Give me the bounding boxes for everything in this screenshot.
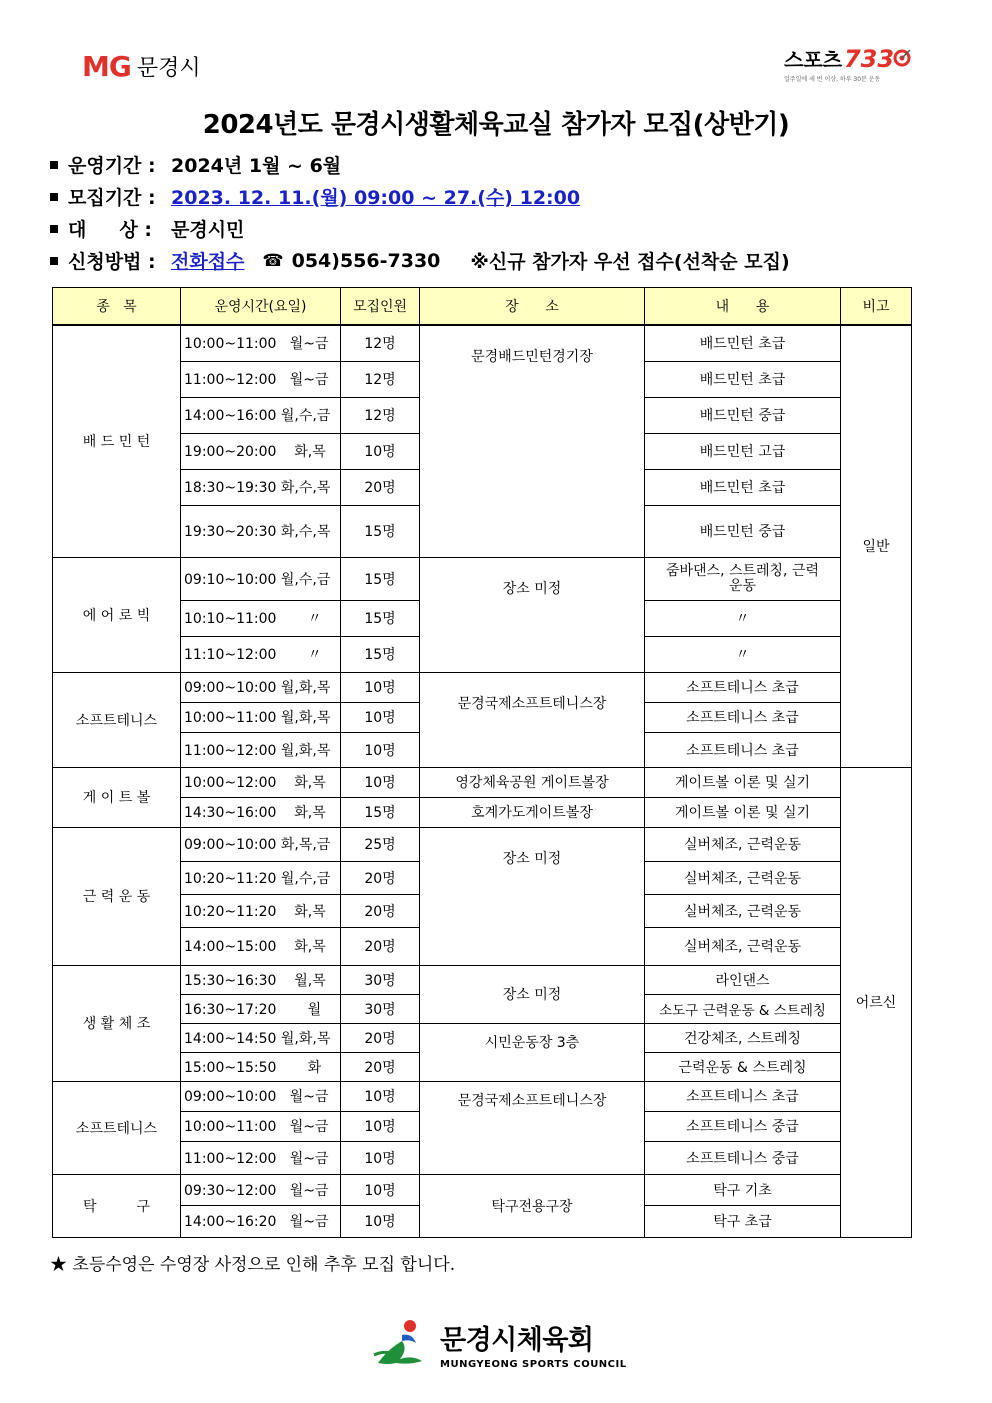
sports-logo-text: 스포츠 [784, 48, 842, 72]
place-cell: 문경국제소프트테니스장 [420, 672, 645, 767]
note-cell: 일반 [841, 325, 912, 767]
content-cell: 소프트테니스 초급 [645, 672, 841, 702]
count-cell: 12명 [341, 325, 420, 361]
count-cell: 10명 [341, 1205, 420, 1237]
place-cell: 호계가도게이트볼장 [420, 797, 645, 827]
content-cell: 탁구 초급 [645, 1205, 841, 1237]
header-content: 내 용 [645, 288, 841, 326]
place-cell: 시민운동장 3층 [420, 1023, 645, 1081]
time-cell: 15:30~16:30 월,목 [181, 965, 341, 994]
place-cell: 탁구전용구장 [420, 1174, 645, 1237]
category-cell: 탁 구 [53, 1174, 181, 1237]
content-cell: 줌바댄스, 스트레칭, 근력운동 [645, 557, 841, 600]
info-apply-label: 신청방법 : [68, 251, 156, 273]
content-cell: 배드민턴 초급 [645, 325, 841, 361]
time-cell: 11:10~12:00 〃 [181, 636, 341, 672]
info-target [50, 215, 244, 242]
content-cell: 배드민턴 중급 [645, 397, 841, 433]
content-cell: 〃 [645, 636, 841, 672]
content-cell: 게이트볼 이론 및 실기 [645, 767, 841, 797]
info-phone: 054)556-7330 [291, 249, 441, 272]
category-cell: 생 활 체 조 [53, 965, 181, 1081]
footnote: ★ 초등수영은 수영장 사정으로 인해 추후 모집 합니다. [50, 1255, 456, 1275]
table-row [53, 827, 912, 861]
time-cell: 10:00~11:00 월,화,목 [181, 702, 341, 732]
time-cell: 14:00~15:00 화,목 [181, 927, 341, 965]
place-cell: 장소 미정 [420, 965, 645, 1023]
time-cell: 14:00~16:20 월~금 [181, 1205, 341, 1237]
header-time: 운영시간(요일) [181, 288, 341, 326]
count-cell: 10명 [341, 1141, 420, 1174]
content-cell: 소프트테니스 초급 [645, 702, 841, 732]
content-cell: 소도구 근력운동 & 스트레칭 [645, 994, 841, 1023]
table-row [53, 1023, 912, 1052]
time-cell: 10:00~12:00 화,목 [181, 767, 341, 797]
info-apply-method: 전화접수 [171, 251, 245, 273]
time-cell: 10:00~11:00 월~금 [181, 325, 341, 361]
count-cell: 20명 [341, 1023, 420, 1052]
category-cell: 게 이 트 볼 [53, 767, 181, 827]
time-cell: 09:30~12:00 월~금 [181, 1174, 341, 1205]
time-cell: 18:30~19:30 화,수,목 [181, 469, 341, 505]
bullet-square-icon [50, 161, 58, 169]
target-icon [892, 47, 912, 67]
time-cell: 15:00~15:50 화 [181, 1052, 341, 1081]
content-cell: 실버체조, 근력운동 [645, 861, 841, 894]
content-cell: 소프트테니스 중급 [645, 1141, 841, 1174]
count-cell: 10명 [341, 767, 420, 797]
info-recruit-label: 모집기간 : [68, 187, 156, 209]
phone-icon: ☎ [262, 250, 284, 271]
time-cell: 14:00~16:00 월,수,금 [181, 397, 341, 433]
schedule-table [52, 287, 912, 1238]
info-period [50, 151, 341, 178]
place-cell: 장소 미정 [420, 557, 645, 672]
table-row [53, 557, 912, 600]
time-cell: 16:30~17:20 월 [181, 994, 341, 1023]
time-cell: 09:00~10:00 월~금 [181, 1081, 341, 1111]
content-cell: 배드민턴 고급 [645, 433, 841, 469]
page-title: 2024년도 문경시생활체육교실 참가자 모집(상반기) [202, 110, 790, 140]
content-cell: 소프트테니스 초급 [645, 1081, 841, 1111]
count-cell: 10명 [341, 1081, 420, 1111]
content-cell: 〃 [645, 600, 841, 636]
category-cell: 소프트테니스 [53, 1081, 181, 1174]
header-category: 종 목 [53, 288, 181, 326]
count-cell: 15명 [341, 797, 420, 827]
time-cell: 14:00~14:50 월,화,목 [181, 1023, 341, 1052]
mg-logo-city: 문경시 [136, 56, 201, 81]
info-target-value: 문경시민 [171, 219, 245, 241]
count-cell: 20명 [341, 861, 420, 894]
table-header-row [53, 288, 912, 326]
bullet-square-icon [50, 193, 58, 201]
count-cell: 15명 [341, 600, 420, 636]
content-cell: 실버체조, 근력운동 [645, 927, 841, 965]
bullet-square-icon [50, 257, 58, 265]
table-row [53, 965, 912, 994]
sports-733-logo [784, 44, 919, 83]
count-cell: 15명 [341, 505, 420, 557]
table-row [53, 1174, 912, 1205]
content-cell: 근력운동 & 스트레칭 [645, 1052, 841, 1081]
content-cell: 실버체조, 근력운동 [645, 827, 841, 861]
place-cell: 영강체육공원 게이트볼장 [420, 767, 645, 797]
content-cell: 건강체조, 스트레칭 [645, 1023, 841, 1052]
category-cell: 소프트테니스 [53, 672, 181, 767]
content-cell: 배드민턴 초급 [645, 361, 841, 397]
time-cell: 10:20~11:20 월,수,금 [181, 861, 341, 894]
content-cell: 탁구 기초 [645, 1174, 841, 1205]
content-cell: 게이트볼 이론 및 실기 [645, 797, 841, 827]
info-target-label: 대 상 : [68, 219, 152, 241]
content-cell: 라인댄스 [645, 965, 841, 994]
org-name-kr: 문경시체육회 [440, 1325, 594, 1356]
content-cell: 소프트테니스 중급 [645, 1111, 841, 1141]
place-cell: 장소 미정 [420, 827, 645, 965]
place-cell: 문경배드민턴경기장 [420, 325, 645, 557]
count-cell: 12명 [341, 361, 420, 397]
time-cell: 09:10~10:00 월,수,금 [181, 557, 341, 600]
sports-council-logo [372, 1318, 627, 1370]
table-row [53, 672, 912, 702]
running-figure-icon [372, 1319, 434, 1369]
time-cell: 19:00~20:00 화,목 [181, 433, 341, 469]
category-cell: 에 어 로 빅 [53, 557, 181, 672]
time-cell: 11:00~12:00 월~금 [181, 361, 341, 397]
info-period-label: 운영기간 : [68, 155, 156, 177]
sports-logo-number: 733 [843, 45, 895, 73]
header-count: 모집인원 [341, 288, 420, 326]
time-cell: 09:00~10:00 화,목,금 [181, 827, 341, 861]
mg-logo-mark: MG [82, 50, 131, 83]
count-cell: 20명 [341, 927, 420, 965]
info-recruit-value: 2023. 12. 11.(월) 09:00 ~ 27.(수) 12:00 [171, 187, 581, 209]
content-cell: 배드민턴 중급 [645, 505, 841, 557]
count-cell: 30명 [341, 965, 420, 994]
time-cell: 10:20~11:20 화,목 [181, 894, 341, 927]
info-period-value: 2024년 1월 ~ 6월 [171, 155, 342, 177]
count-cell: 30명 [341, 994, 420, 1023]
count-cell: 10명 [341, 732, 420, 767]
table-row [53, 797, 912, 827]
table-row [53, 1081, 912, 1111]
sports-logo-tagline: 일주일에 세 번 이상, 하루 30분 운동 [784, 76, 881, 83]
header-note: 비고 [841, 288, 912, 326]
time-cell: 14:30~16:00 화,목 [181, 797, 341, 827]
org-name-en: MUNGYEONG SPORTS COUNCIL [440, 1359, 627, 1370]
count-cell: 10명 [341, 702, 420, 732]
time-cell: 09:00~10:00 월,화,목 [181, 672, 341, 702]
table-row [53, 325, 912, 361]
table-row [53, 767, 912, 797]
time-cell: 11:00~12:00 월~금 [181, 1141, 341, 1174]
count-cell: 10명 [341, 672, 420, 702]
time-cell: 10:00~11:00 월~금 [181, 1111, 341, 1141]
info-apply [50, 247, 790, 274]
note-cell: 어르신 [841, 767, 912, 1237]
info-apply-note: ※신규 참가자 우선 접수(선착순 모집) [470, 251, 790, 273]
bullet-square-icon [50, 225, 58, 233]
count-cell: 25명 [341, 827, 420, 861]
content-cell: 소프트테니스 초급 [645, 732, 841, 767]
count-cell: 20명 [341, 1052, 420, 1081]
category-cell: 배 드 민 턴 [53, 325, 181, 557]
count-cell: 15명 [341, 557, 420, 600]
count-cell: 20명 [341, 469, 420, 505]
category-cell: 근 력 운 동 [53, 827, 181, 965]
content-cell: 배드민턴 초급 [645, 469, 841, 505]
time-cell: 11:00~12:00 월,화,목 [181, 732, 341, 767]
count-cell: 15명 [341, 636, 420, 672]
count-cell: 10명 [341, 1174, 420, 1205]
count-cell: 12명 [341, 397, 420, 433]
count-cell: 10명 [341, 1111, 420, 1141]
place-cell: 문경국제소프트테니스장 [420, 1081, 645, 1174]
content-cell: 실버체조, 근력운동 [645, 894, 841, 927]
count-cell: 20명 [341, 894, 420, 927]
time-cell: 10:10~11:00 〃 [181, 600, 341, 636]
header-place: 장 소 [420, 288, 645, 326]
count-cell: 10명 [341, 433, 420, 469]
time-cell: 19:30~20:30 화,수,목 [181, 505, 341, 557]
info-recruit [50, 183, 580, 210]
mg-city-logo [82, 50, 201, 83]
